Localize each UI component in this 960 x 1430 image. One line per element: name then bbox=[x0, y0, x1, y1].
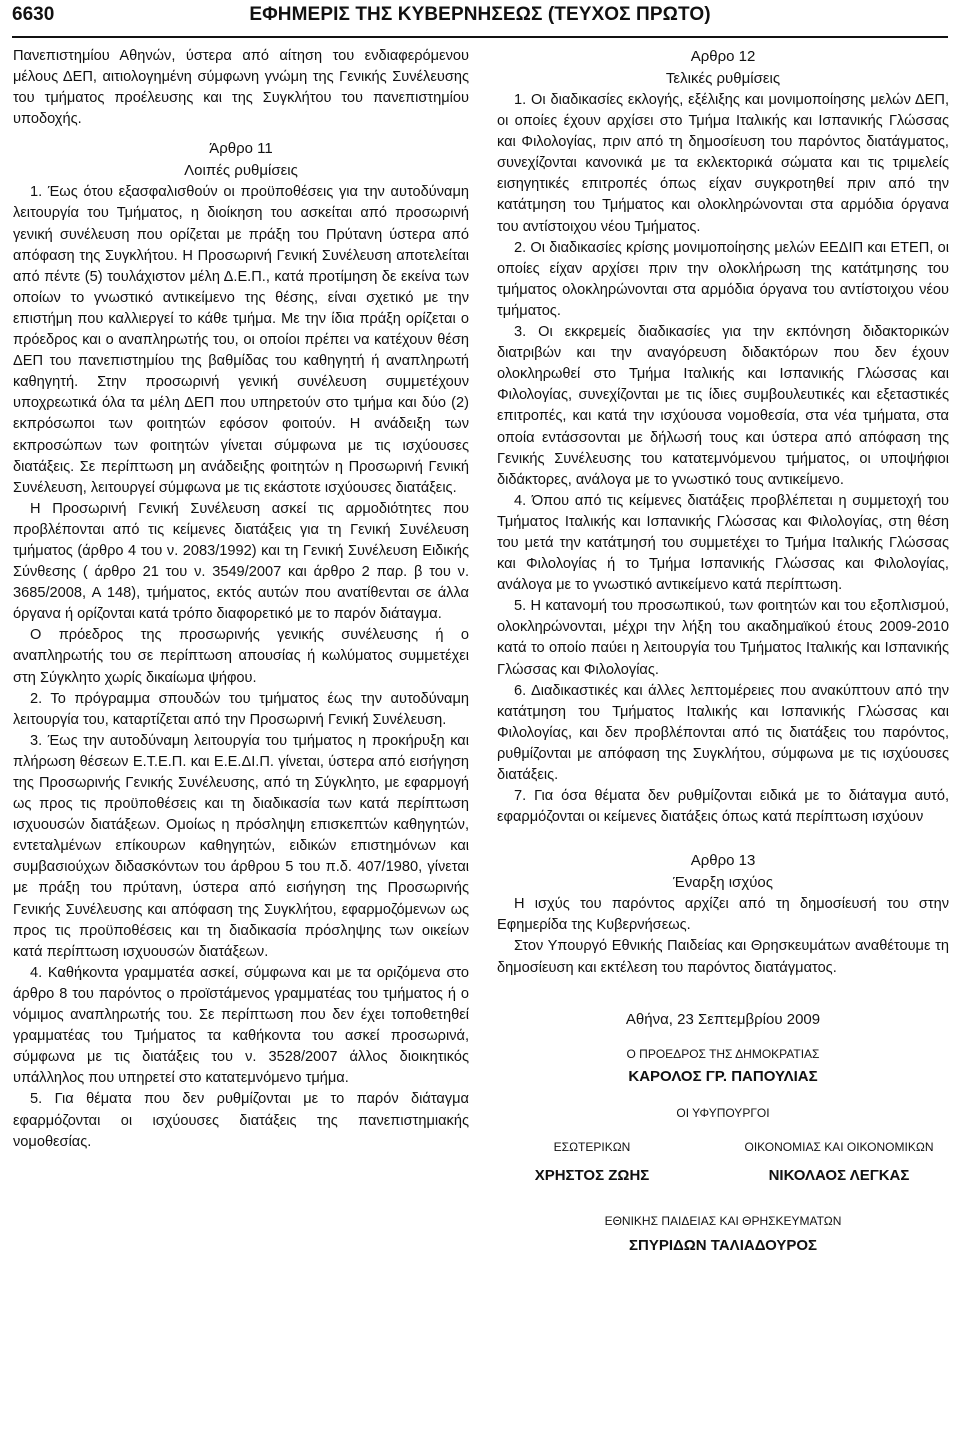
article-12-par-2: 2. Οι διαδικασίες κρίσης μονιμοποίησης μελών ΕΕΔΙΠ και ΕΤΕΠ, οι οποίες είχαν αρχίσει πριν την ολοκλήρωση της κατάτμησης του τμήματος ολοκληρώνονται στα αρμόδια όργανα του αντίστοιχου νέου τμήματος. bbox=[497, 239, 949, 319]
article-11-par-1: 1. Έως ότου εξασφαλισθούν οι προϋποθέσεις για την αυτοδύναμη λειτουργία του Τμήματος, η διοίκηση του ασκείται από προσωρινή γενική συνέλευση που ορίζεται με πράξη του Πρύτανη ύστερα από απόφαση της Συγκλήτου. Η Προσωρινή Γενική Συνέλευση αποτελείται από πέντε (5) τουλάχιστον μέλη Δ.Ε.Π., κατά προτίμηση δε εκείνα των οποίων το γνωστικό αντικείμενο της θέσης, είναι σχετικό με την επιστήμη που καλλιεργεί το κάθε τμήμα. Με την ίδια πράξη ορίζεται ο πρόεδρος και ο αναπληρωτής του, οι οποίοι πρέπει να κατέχουν θέση ΔΕΠ του πανεπιστημίου της βαθμίδας του καθηγητή ή αναπληρωτή καθηγητή. Στην προσωρινή γενική συνέλευση συμμετέχουν υποχρεωτικά όλα τα μέλη ΔΕΠ που υπηρετούν στο τμήμα και δύο (2) εκπρόσωποι των φοιτητών εφόσον φοιτούν. Η ανάδειξη των εκπροσώπων των φοιτητών γίνεται σύμφωνα με τις ισχύουσες διατάξεις. Σε περίπτωση μη ανάδειξης φοιτητών η Προσωρινή Γενική Συνέλευση, λειτουργεί σύμφωνα με τις εκάστοτε ισχύουσες διατάξεις. bbox=[13, 184, 469, 496]
article-12-par-6: 6. Διαδικαστικές και άλλες λεπτομέρειες που ανακύπτουν από την κατάτμηση του Τμήματος Ιταλικής και Ισπανικής Γλώσσας και Φιλολογίας, και δεν προβλέπονται από τις διατάξεις του παρόντος, ρυθμίζονται με απόφαση της Συγκλήτου, σύμφωνα με τις ισχύουσες διατάξεις. bbox=[497, 682, 949, 783]
article-13-subtitle: Έναρξη ισχύος bbox=[673, 874, 773, 892]
article-11-par-2: 2. Το πρόγραμμα σπουδών του τμήματος έως την αυτοδύναμη λειτουργία του, καταρτίζεται από την Προσωρινή Γενική Συνέλευση. bbox=[13, 690, 469, 728]
article-12-par-5: 5. Η κατανομή του προσωπικού, των φοιτητών και του εξοπλισμού, ολοκληρώνονται, μέχρι την λήξη του ακαδημαϊκού έτους 2009-2010 κατά το οποίο παύει η λειτουργία του Τμήματος Ιταλικής και Ισπανικής Γλώσσας και Φιλολογίας. bbox=[497, 598, 949, 678]
left-column bbox=[13, 46, 469, 1153]
president-title: Ο ΠΡΟΕΔΡΟΣ ΤΗΣ ΔΗΜΟΚΡΑΤΙΑΣ bbox=[626, 1046, 820, 1061]
minister-education-title: ΕΘΝΙΚΗΣ ΠΑΙΔΕΙΑΣ ΚΑΙ ΘΡΗΣΚΕΥΜΑΤΩΝ bbox=[604, 1213, 842, 1228]
article-12-par-4: 4. Όπου από τις κείμενες διατάξεις προβλέπεται η συμμετοχή του Τμήματος Ιταλικής και Ισπανικής Γλώσσας και Φιλολογίας, στη θέση του μετά την κατάτμησή του συμμετέχει το Τμήμα Ιταλικής Γλώσσας και Φιλολογίας ή το Τμήμα Ισπανικής Γλώσσας και Φιλολογίας, ανάλογα με το γνωστικό αντικείμενο κατά περίπτωση. bbox=[497, 492, 949, 594]
minister-economy bbox=[729, 1127, 949, 1186]
signing-date: Αθήνα, 23 Σεπτεμβρίου 2009 bbox=[625, 1010, 821, 1028]
article-11-subtitle: Λοιπές ρυθμίσεις bbox=[184, 162, 298, 180]
gazette-title: ΕΦΗΜΕΡΙΣ ΤΗΣ ΚΥΒΕΡΝΗΣΕΩΣ (ΤΕΥΧΟΣ ΠΡΩΤΟ) bbox=[249, 4, 711, 25]
article-12-subtitle: Τελικές ρυθμίσεις bbox=[665, 70, 781, 87]
minister-economy-title: ΟΙΚΟΝΟΜΙΑΣ ΚΑΙ ΟΙΚΟΝΟΜΙΚΩΝ bbox=[744, 1139, 934, 1154]
article-12-par-3: 3. Οι εκκρεμείς διαδικασίες για την εκπόνηση διδακτορικών διατριβών και την αναγόρευση διδακτόρων που δεν έχουν ολοκληρωθεί στο Τμήμα Ιταλικής και Ισπανικής Γλώσσας και Φιλολογίας, συνεχίζονται με τις ίδιες συμβουλευτικές και εξεταστικές επιτροπές, και κατά την ισχύουσα νομοθεσία, στα νέα τμήματα, στα οποία εντάσσονται με δήλωσή τους και ύστερα από απόφαση της Γενικής Συνέλευσης του κατατεμνόμενου τμήματος, οι υποψήφιοι διδάκτορες, ανάλογα με το γνωστικό τους αντικείμενο. bbox=[497, 324, 949, 488]
right-column bbox=[497, 46, 949, 1256]
minister-interior-title: ΕΣΩΤΕΡΙΚΩΝ bbox=[553, 1139, 631, 1154]
president-name: ΚΑΡΟΛΟΣ ΓΡ. ΠΑΠΟΥΛΙΑΣ bbox=[628, 1067, 818, 1085]
article-11-par-5: 5. Για θέματα που δεν ρυθμίζονται με το παρόν διάταγμα εφαρμόζονται οι ισχύουσες διατάξεις της πανεπιστημιακής νομοθεσίας. bbox=[13, 1091, 469, 1150]
minister-interior bbox=[497, 1127, 687, 1186]
article-11-par-4: 4. Καθήκοντα γραμματέα ασκεί, σύμφωνα και με τα οριζόμενα στο άρθρο 8 του παρόντος ο προϊστάμενος γραμματέας του τμήματος ή ο νόμιμος αναπληρωτής του. Σε περίπτωση που δεν έχει τοποθετηθεί γραμματέας του Τμήματος τα καθήκοντα του ασκεί προσωρινά, σύμφωνα με τις διατάξεις του ν. 3528/2007 άλλος διοικητικός υπάλληλος που υπηρετεί στο κατατεμνόμενο τμήμα. bbox=[13, 964, 469, 1087]
paragraph-continuation: Πανεπιστημίου Αθηνών, ύστερα από αίτηση του ενδιαφερόμενου μέλους ΔΕΠ, αιτιολογημένη σύμφωνη γνώμη της Γενικής Συνέλευσης του τμήματος προέλευσης και της Συγκλήτου του πανεπιστημίου υποδοχής. bbox=[13, 48, 469, 128]
article-13-title: Αρθρο 13 bbox=[690, 852, 756, 870]
article-11-title: Άρθρο 11 bbox=[209, 140, 273, 158]
article-13-par-2: Στον Υπουργό Εθνικής Παιδείας και Θρησκευμάτων αναθέτουμε τη δημοσίευση και εκτέλεση του παρόντος διατάγματος. bbox=[497, 938, 949, 976]
ministers-title: ΟΙ ΥΦΥΠΟΥΡΓΟΙ bbox=[676, 1105, 770, 1120]
page-number: 6630 bbox=[12, 4, 55, 25]
minister-economy-name: ΝΙΚΟΛΑΟΣ ΛΕΓΚΑΣ bbox=[768, 1166, 910, 1184]
minister-interior-name: ΧΡΗΣΤΟΣ ΖΩΗΣ bbox=[534, 1166, 650, 1184]
article-12-title: Αρθρο 12 bbox=[690, 48, 756, 65]
article-13-par-1: Η ισχύς του παρόντος αρχίζει από τη δημοσίευσή του στην Εφημερίδα της Κυβερνήσεως. bbox=[497, 896, 949, 934]
ministers-signatures bbox=[497, 1127, 949, 1207]
article-12-par-1: 1. Οι διαδικασίες εκλογής, εξέλιξης και μονιμοποίησης μελών ΔΕΠ, οι οποίες έχουν αρχίσει στο Τμήμα Ιταλικής και Ισπανικής Γλώσσας και Φιλολογίας, πριν από τη δημοσίευση του παρόντος διατάγματος, συνεχίζονται κανονικά με τα εκλεκτορικά σώματα και τις τριμελείς εισηγητικές επιτροπές όπως είχαν συγκροτηθεί πριν από την κατάτμηση του Τμήματος και ολοκληρώνονται στα αρμόδια όργανα του αντίστοιχου νέου Τμήματος. bbox=[497, 92, 949, 235]
article-11-par-3: 3. Έως την αυτοδύναμη λειτουργία του τμήματος η προκήρυξη και πλήρωση θέσεων Ε.Τ.Ε.Π. και Ε.Ε.ΔΙ.Π. γίνεται, ύστερα από εισήγηση της Προσωρινής Γενικής Συνέλευσης, από τη Σύγκλητο, με εφαρμογή ως προς τις προϋποθέσεις και τη διαδικασία των κατά περίπτωση ισχυουσών διατάξεων. Ομοίως η πρόσληψη επισκεπτών καθηγητών, εντεταλμένων επίκουρων καθηγητών, ειδικών επιστημόνων και συμβασιούχων διδασκόντων του άρθρου 5 του π.δ. 407/1980, γίνεται με πράξη του πρύτανη, ύστερα από εισήγηση της Προσωρινής Γενικής Συνέλευσης και απόφαση της Συγκλήτου, εφαρμοζόμενων ως προς τις προϋποθέσεις και τη διαδικασία πρόσληψης των οικείων κατά περίπτωση ισχυουσών διατάξεων. bbox=[13, 732, 469, 960]
minister-education-name: ΣΠΥΡΙΔΩΝ ΤΑΛΙΑΔΟΥΡΟΣ bbox=[628, 1236, 817, 1254]
page-header bbox=[12, 0, 948, 38]
article-11-par-1b: Η Προσωρινή Γενική Συνέλευση ασκεί τις αρμοδιότητες που προβλέπονται από τις κείμενες διατάξεις για τη Γενική Συνέλευση τμήματος (άρθρο 4 του ν. 2083/1992) και τη Γενική Συνέλευση Ειδικής Σύνθεσης ( άρθρο 21 του ν. 3549/2007 και άρθρο 2 παρ. β του ν. 3685/2008, Α 148), τμήματος, εκτός αυτών που ανατίθενται σε άλλα όργανα ή ορίζονται κατά τρόπο διαφορετικό με το παρόν διάταγμα. bbox=[13, 500, 469, 623]
article-12-par-7: 7. Για όσα θέματα δεν ρυθμίζονται ειδικά με το διάταγμα αυτό, εφαρμόζονται οι κείμενες διατάξεις όπως κατά περίπτωση ισχύουν bbox=[497, 788, 949, 826]
article-11-par-1c: Ο πρόεδρος της προσωρινής γενικής συνέλευσης ή ο αναπληρωτής του σε περίπτωση απουσίας ή κωλύματος συμμετέχει στη Σύγκλητο χωρίς δικαίωμα ψήφου. bbox=[13, 627, 469, 686]
